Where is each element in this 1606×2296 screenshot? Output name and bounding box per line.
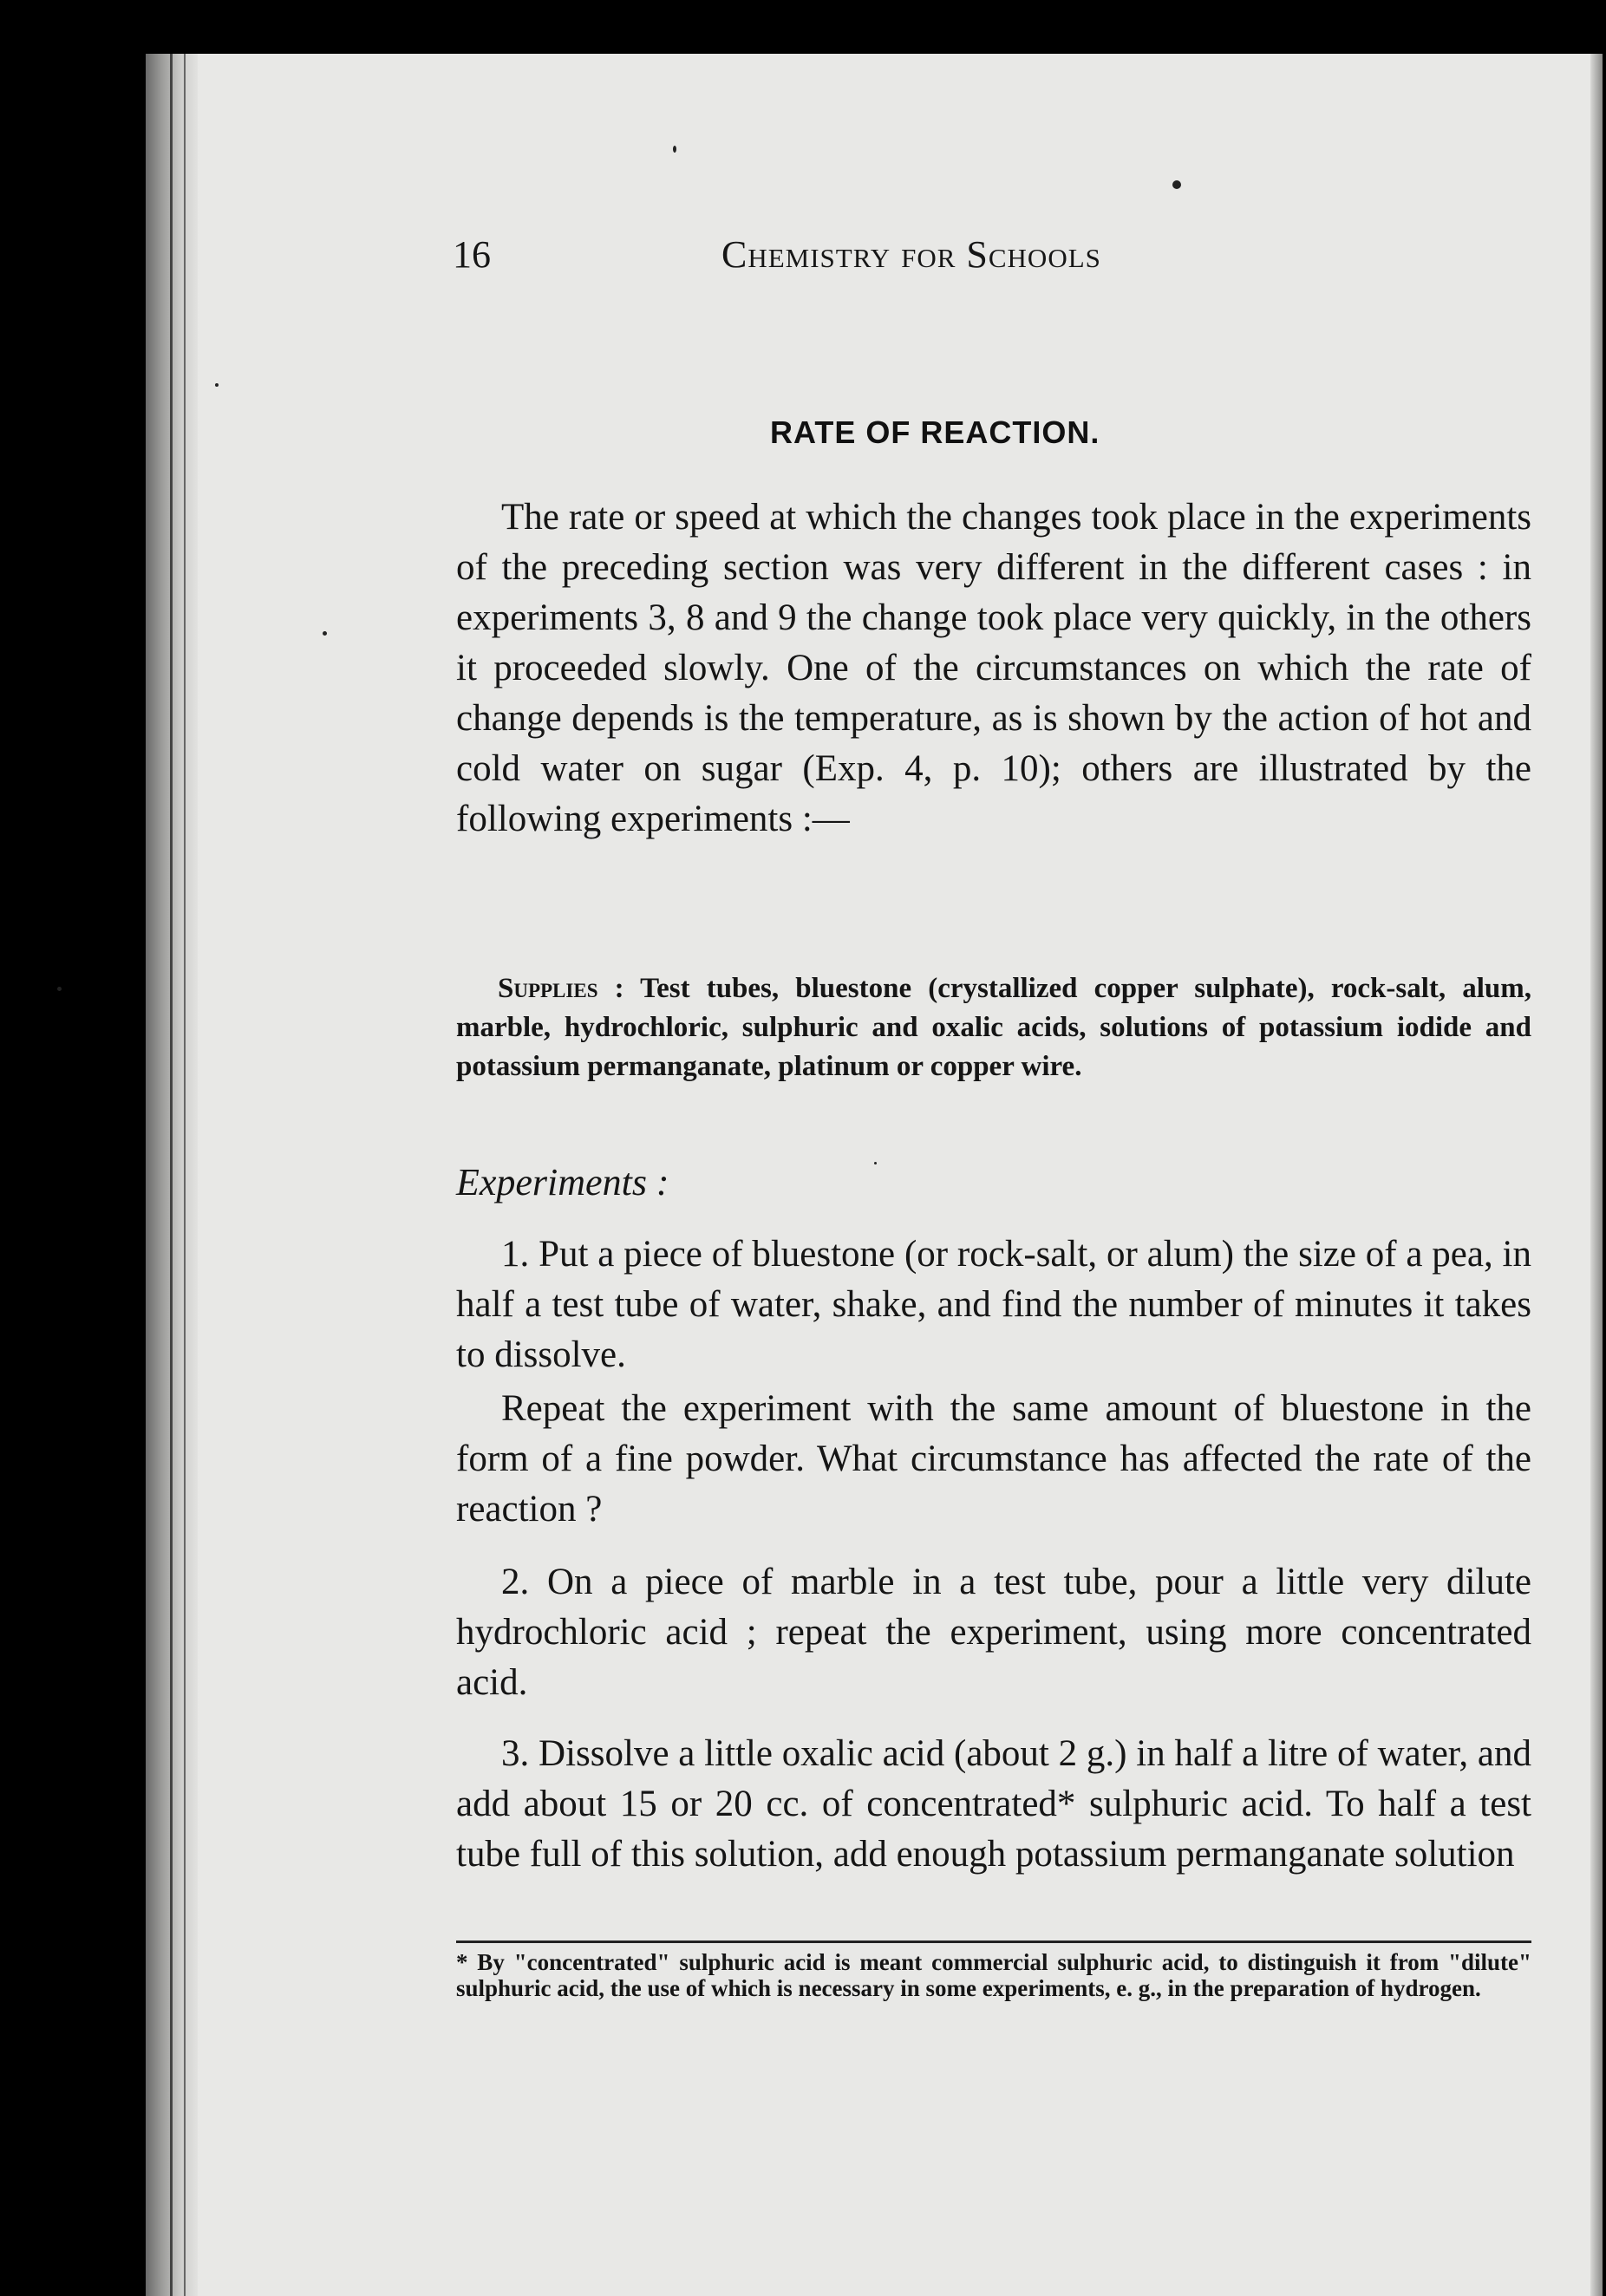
footnote-rule — [456, 1941, 1531, 1943]
experiment-2-paragraph: 2. On a piece of marble in a test tube, pour a little very dilute hydrochloric acid ; repeat the experiment, using more concentrated acid. — [456, 1562, 1531, 1703]
section-heading: RATE OF REACTION. — [770, 414, 1100, 450]
spine-line — [170, 54, 173, 2296]
running-title: Chemistry for Schools — [721, 233, 1101, 276]
print-speck — [874, 1162, 877, 1164]
print-speck — [215, 383, 219, 387]
supplies-lead: Supplies : — [498, 973, 624, 1004]
experiments-heading: Experiments : — [456, 1161, 669, 1203]
print-speck — [1172, 180, 1181, 189]
supplies-paragraph — [456, 969, 1531, 1086]
page-right-edge — [1590, 54, 1603, 2296]
experiment-1-followup-paragraph: Repeat the experiment with the same amount of bluestone in the form of a fine powder. What circumstance has affected the rate of the reaction ? — [456, 1388, 1531, 1530]
print-speck — [673, 146, 676, 153]
print-speck — [57, 987, 62, 991]
page-header — [453, 232, 1535, 284]
print-speck — [323, 631, 327, 636]
page-number: 16 — [453, 233, 491, 276]
intro-paragraph: The rate or speed at which the changes took place in the experiments of the preceding section was very different in the different cases : in experiments 3, 8 and 9 the change took place very quickly, in the others it proceeded slowly. One of the circumstances on which the rate of change depends is the temperature, as is shown by the action of hot and cold water on sugar (Exp. 4, p. 10); others are illustrated by the following experiments :— — [456, 497, 1531, 839]
footnote: * By "concentrated" sulphuric acid is meant commercial sulphuric acid, to distinguish it from "dilute" sulphuric acid, the use of which is necessary in some experiments, e. g., in the preparation of hydrogen. — [456, 1949, 1531, 2001]
experiment-1-paragraph: 1. Put a piece of bluestone (or rock-salt, or alum) the size of a pea, in half a test tube of water, shake, and find the number of minutes it takes to dissolve. — [456, 1234, 1531, 1375]
supplies-text: Test tubes, bluestone (crystallized copper sulphate), rock-salt, alum, marble, hydrochloric, sulphuric and oxalic acids, solutions of potassium iodide and potassium permanganate, platinum or copper wire. — [456, 973, 1532, 1082]
experiment-3-paragraph: 3. Dissolve a little oxalic acid (about 2 g.) in half a litre of water, and add about 15 or 20 cc. of concentrated* sulphuric acid. To half a test tube full of this solution, add enough potassium permanganate solution — [456, 1733, 1531, 1875]
spine-line — [184, 54, 186, 2296]
